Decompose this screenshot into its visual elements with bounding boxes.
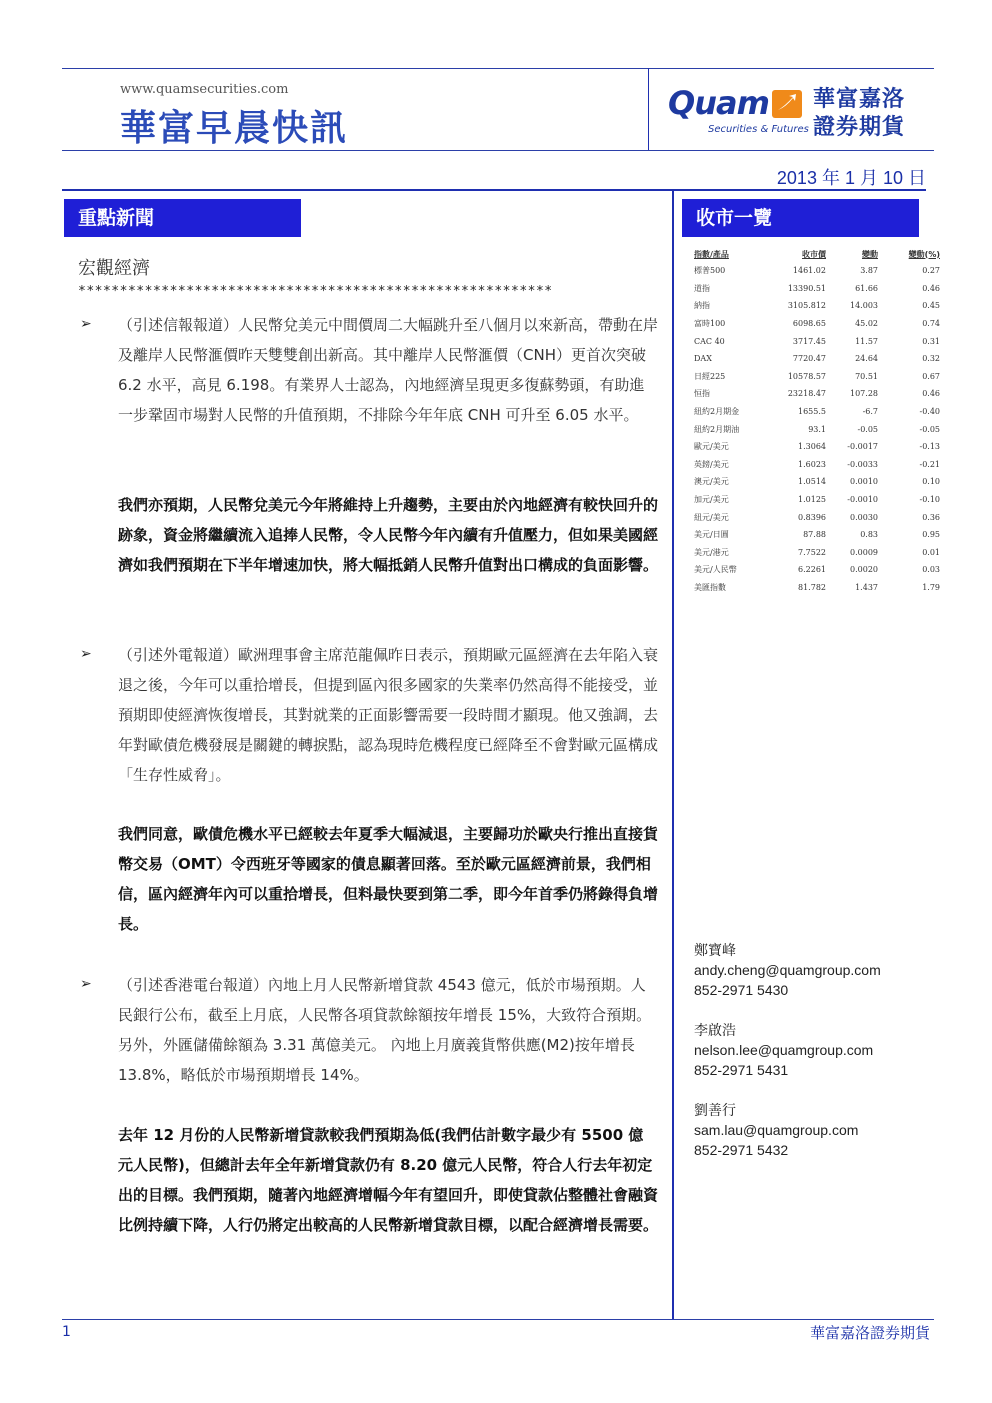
- cell-close: 1.0514: [798, 477, 826, 487]
- cell-change-pct: 0.45: [922, 301, 940, 311]
- cell-change: 0.0009: [850, 547, 878, 557]
- cell-close: 3105.812: [787, 301, 826, 311]
- cell-change-pct: 0.74: [922, 319, 940, 329]
- page-number: 1: [62, 1324, 71, 1340]
- cell-close: 81.782: [798, 582, 826, 592]
- cell-change-pct: -0.21: [919, 459, 940, 469]
- market-row: [694, 332, 940, 350]
- market-row: [694, 456, 940, 474]
- cell-product: 納指: [694, 301, 710, 311]
- cell-change-pct: 0.67: [922, 371, 940, 381]
- cell-change-pct: 1.79: [922, 582, 940, 592]
- bullet-icon: ➢: [80, 646, 92, 662]
- contact-phone: 852-2971 5432: [694, 1142, 789, 1158]
- market-row: [694, 262, 940, 280]
- cell-change: 1.437: [855, 582, 878, 592]
- market-table: [694, 246, 940, 596]
- cell-change-pct: -0.13: [919, 442, 940, 452]
- cell-change-pct: -0.10: [919, 495, 940, 505]
- cell-product: 英鎊/美元: [694, 459, 729, 469]
- cell-product: DAX: [694, 354, 712, 364]
- market-row: [694, 368, 940, 386]
- cell-change: 70.51: [855, 371, 878, 381]
- cell-change: 3.87: [860, 266, 878, 276]
- market-row: [694, 438, 940, 456]
- market-row: [694, 297, 940, 315]
- cell-close: 1461.02: [792, 266, 826, 276]
- cell-change: 107.28: [850, 389, 878, 399]
- contact-name: 鄭寶峰: [694, 942, 736, 958]
- cell-product: 恒指: [694, 389, 710, 399]
- cell-close: 93.1: [808, 424, 826, 434]
- market-row: [694, 403, 940, 421]
- news-item-comment: 去年 12 月份的人民幣新增貸款較我們預期為低(我們估計數字最少有 5500 億元人民幣)，但總計去年全年新增貸款仍有 8.20 億元人民幣，符合人行去年初定出的目標。我們預期，隨著內地經濟增幅今年有望回升，即使貸款佔整體社會融資比例持續下降，人行仍將定出較高的人民幣新增貸款目標，以配合經濟增長需要。: [118, 1126, 659, 1234]
- bullet-icon: ➢: [80, 316, 92, 332]
- cell-change: 0.83: [860, 530, 878, 540]
- cell-close: 7.7522: [798, 547, 826, 557]
- cell-change: 0.0020: [850, 565, 878, 575]
- subsection-heading: 宏觀經濟: [78, 258, 150, 279]
- cell-change: -0.0017: [847, 442, 878, 452]
- cell-change-pct: -0.40: [919, 407, 940, 417]
- market-row: [694, 385, 940, 403]
- page-title: 華富早晨快訊: [120, 108, 349, 149]
- cell-change-pct: 0.32: [922, 354, 940, 364]
- contact-email[interactable]: nelson.lee@quamgroup.com: [694, 1042, 874, 1058]
- market-row: [694, 544, 940, 562]
- market-row: [694, 420, 940, 438]
- contact-phone: 852-2971 5431: [694, 1062, 789, 1078]
- cell-close: 87.88: [803, 530, 826, 540]
- cell-change: 0.0010: [850, 477, 878, 487]
- contact-name: 李啟浩: [694, 1022, 736, 1038]
- cell-product: 澳元/美元: [694, 477, 729, 487]
- cell-change: -0.0010: [847, 495, 878, 505]
- contact-card: [694, 1020, 873, 1080]
- cell-change-pct: 0.95: [922, 530, 940, 540]
- cell-close: 1.3064: [798, 442, 826, 452]
- logo-cn-line1: 華富嘉洛: [813, 87, 906, 112]
- bullet-icon: ➢: [80, 976, 92, 992]
- cell-product: CAC 40: [694, 336, 725, 346]
- contact-card: [694, 940, 881, 1000]
- cell-change: 24.64: [855, 354, 878, 364]
- cell-product: 紐約2月期油: [694, 424, 740, 434]
- cell-close: 0.8396: [798, 512, 826, 522]
- market-row: [694, 280, 940, 298]
- cell-close: 6098.65: [792, 319, 826, 329]
- cell-product: 道指: [694, 283, 710, 293]
- cell-close: 10578.57: [787, 371, 826, 381]
- market-row: [694, 315, 940, 333]
- contact-email[interactable]: andy.cheng@quamgroup.com: [694, 962, 881, 978]
- cell-product: 美元/日圓: [694, 530, 729, 540]
- cell-product: 美元/人民幣: [694, 565, 737, 575]
- cell-close: 6.2261: [798, 565, 826, 575]
- contact-email[interactable]: sam.lau@quamgroup.com: [694, 1122, 859, 1138]
- cell-product: 加元/美元: [694, 495, 729, 505]
- news-item-comment: 我們亦預期，人民幣兌美元今年將維持上升趨勢，主要由於內地經濟有較快回升的跡象，資金將繼續流入追捧人民幣，令人民幣今年內續有升值壓力，但如果美國經濟如我們預期在下半年增速加快，將大幅抵銷人民幣升值對出口構成的負面影響。: [118, 496, 659, 574]
- logo-swoosh-icon: [772, 90, 802, 118]
- stars-divider: *********************************************************: [78, 284, 553, 299]
- company-logo: [668, 84, 928, 140]
- news-item-text: （引述外電報道）歐洲理事會主席范龍佩昨日表示，預期歐元區經濟在去年陷入衰退之後，今年可以重拾增長，但提到區內很多國家的失業率仍然高得不能接受，並預期即使經濟恢復增長，其對就業的正面影響需要一段時間才顯現。他又強調，去年對歐債危機發展是關鍵的轉捩點，認為現時危機程度已經降至不會對歐元區構成「生存性威脅」。: [118, 646, 659, 784]
- cell-close: 1.6023: [798, 459, 826, 469]
- cell-product: 紐約2月期金: [694, 407, 740, 417]
- logo-brand: Quam: [668, 84, 769, 122]
- cell-change-pct: 0.03: [922, 565, 940, 575]
- footer-company: 華富嘉洛證券期貨: [809, 1324, 930, 1342]
- market-table-header: [694, 246, 940, 262]
- market-row: [694, 508, 940, 526]
- cell-change: 14.003: [850, 301, 878, 311]
- cell-change: 61.66: [855, 283, 878, 293]
- cell-change: -6.7: [862, 407, 878, 417]
- col-header-close: 收市價: [802, 249, 826, 259]
- cell-change: 0.0030: [850, 512, 878, 522]
- col-header-change-pct: 變動(%): [908, 249, 940, 259]
- cell-change: 45.02: [855, 319, 878, 329]
- header-url[interactable]: www.quamsecurities.com: [120, 82, 289, 97]
- news-item-text: （引述香港電台報道）內地上月人民幣新增貸款 4543 億元，低於市場預期。人民銀行公布，截至上月底，人民幣各項貸款餘額按年增長 15%，大致符合預期。另外，外匯儲備餘額為 3.31 萬億美元。 內地上月廣義貨幣供應(M2)按年增長 13.8%，略低於市場預期增長 14%。: [118, 976, 652, 1084]
- cell-close: 1655.5: [798, 407, 826, 417]
- column-divider: [672, 189, 674, 1319]
- contact-card: [694, 1100, 858, 1160]
- market-row: [694, 526, 940, 544]
- cell-close: 3717.45: [792, 336, 826, 346]
- market-row: [694, 491, 940, 509]
- cell-product: 美元/港元: [694, 547, 729, 557]
- cell-change: 11.57: [855, 336, 878, 346]
- cell-change-pct: 0.10: [922, 477, 940, 487]
- cell-change-pct: 0.01: [922, 547, 940, 557]
- report-date: 2013 年 1 月 10 日: [776, 168, 926, 188]
- cell-close: 13390.51: [787, 283, 826, 293]
- cell-change-pct: -0.05: [919, 424, 940, 434]
- cell-product: 紐元/美元: [694, 512, 729, 522]
- section-tab-market: 收市一覽: [682, 199, 919, 237]
- market-row: [694, 561, 940, 579]
- cell-change-pct: 0.46: [922, 283, 940, 293]
- market-row: [694, 350, 940, 368]
- news-item-text: （引述信報報道）人民幣兌美元中間價周二大幅跳升至八個月以來新高，帶動在岸及離岸人民幣滙價昨天雙雙創出新高。其中離岸人民幣滙價（CNH）更首次突破 6.2 水平，高見 6.198。有業界人士認為，內地經濟呈現更多復蘇勢頭，有助進一步鞏固市場對人民幣的升值預期，不排除今年年底 CNH 可升至 6.05 水平。: [118, 316, 659, 424]
- cell-product: 美匯指數: [694, 582, 726, 592]
- logo-subtitle: Securities & Futures: [708, 124, 809, 135]
- cell-change: -0.0033: [847, 459, 878, 469]
- cell-change-pct: 0.27: [922, 266, 940, 276]
- contact-name: 劉善行: [694, 1102, 736, 1118]
- header-top-rule: [62, 68, 934, 69]
- cell-change-pct: 0.36: [922, 512, 940, 522]
- cell-close: 7720.47: [792, 354, 826, 364]
- cell-product: 日經225: [694, 371, 726, 381]
- cell-product: 標普500: [694, 266, 726, 276]
- cell-close: 1.0125: [798, 495, 826, 505]
- cell-close: 23218.47: [787, 389, 826, 399]
- cell-change-pct: 0.31: [922, 336, 940, 346]
- footer-rule: [62, 1319, 934, 1320]
- col-header-product: 指數/產品: [694, 249, 729, 259]
- news-item-comment: 我們同意，歐債危機水平已經較去年夏季大幅減退，主要歸功於歐央行推出直接貨幣交易（OMT）令西班牙等國家的債息顯著回落。至於歐元區經濟前景，我們相信，區內經濟年內可以重拾增長，但料最快要到第二季，即今年首季仍將錄得負增長。: [118, 825, 659, 933]
- market-row: [694, 579, 940, 597]
- market-table-body: [694, 262, 940, 596]
- cell-product: 歐元/美元: [694, 442, 729, 452]
- body-top-rule: [62, 189, 926, 191]
- cell-product: 富時100: [694, 319, 726, 329]
- cell-change-pct: 0.46: [922, 389, 940, 399]
- header-divider: [648, 68, 649, 150]
- section-tab-news: 重點新聞: [64, 199, 301, 237]
- contact-phone: 852-2971 5430: [694, 982, 789, 998]
- logo-cn-line2: 證券期貨: [813, 115, 906, 140]
- market-row: [694, 473, 940, 491]
- cell-change: -0.05: [857, 424, 878, 434]
- col-header-change: 變動: [862, 249, 878, 259]
